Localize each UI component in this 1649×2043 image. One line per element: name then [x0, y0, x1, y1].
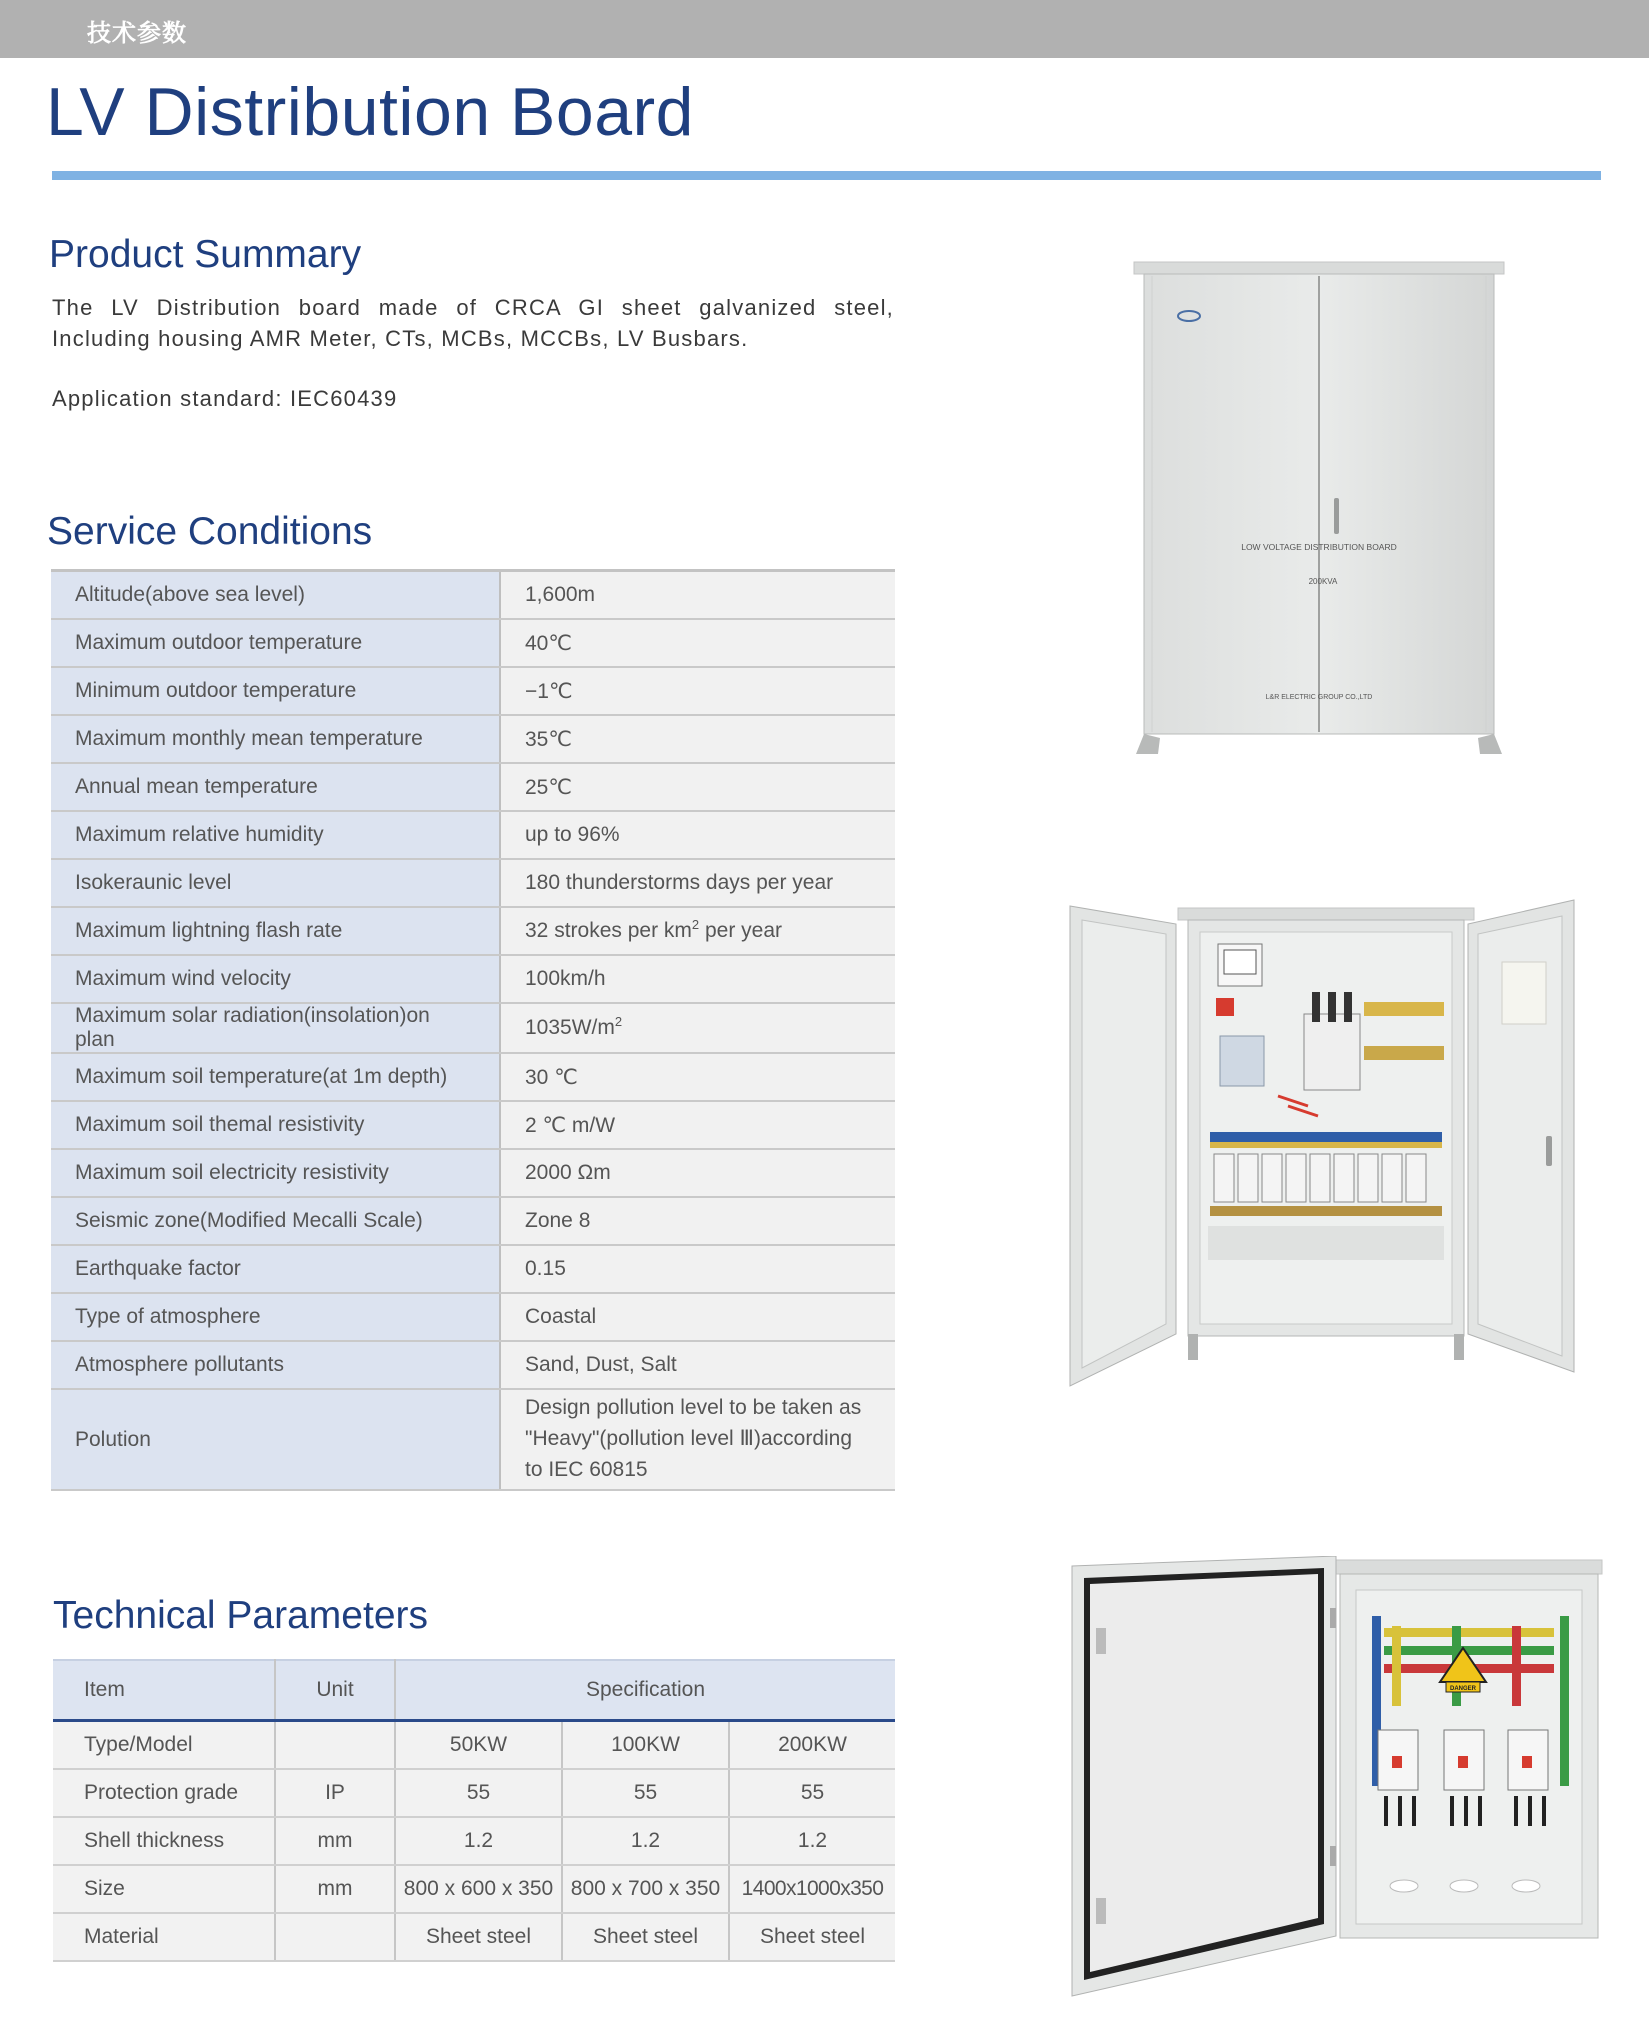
closed-distribution-board-photo [1130, 254, 1510, 764]
condition-value [500, 1389, 895, 1490]
condition-value-text: 40℃ [525, 631, 572, 655]
service-conditions-heading: Service Conditions [47, 510, 373, 553]
condition-label: Atmosphere pollutants [51, 1341, 500, 1389]
product-summary-text: The LV Distribution board made of CRCA GI sheet galvanized steel, Including housing AMR Meter, CTs, MCBs, MCCBs, LV Busbars. [52, 295, 894, 351]
parameter-unit: IP [275, 1769, 395, 1817]
condition-value-text: 100km/h [525, 967, 606, 990]
parameter-unit [275, 1913, 395, 1961]
condition-label: Minimum outdoor temperature [51, 667, 500, 715]
service-conditions-table [51, 569, 895, 1491]
service-condition-row [51, 811, 895, 859]
parameter-value: 50KW [395, 1721, 562, 1770]
condition-label: Seismic zone(Modified Mecalli Scale) [51, 1197, 500, 1245]
condition-value-text: 1035W/m [525, 1016, 615, 1039]
condition-value [500, 763, 895, 811]
condition-value-text: 1,600m [525, 583, 596, 606]
parameter-unit [275, 1721, 395, 1770]
condition-value-text: 32 strokes per km [525, 919, 692, 942]
title-divider [52, 171, 1601, 180]
parameter-value: 1.2 [395, 1817, 562, 1865]
condition-label: Maximum lightning flash rate [51, 907, 500, 955]
small-distribution-board-photo [1068, 1556, 1604, 2000]
parameter-value: 1.2 [729, 1817, 895, 1865]
condition-value [500, 1293, 895, 1341]
service-condition-row [51, 1341, 895, 1389]
condition-label: Maximum outdoor temperature [51, 619, 500, 667]
parameter-unit: mm [275, 1865, 395, 1913]
condition-label: Type of atmosphere [51, 1293, 500, 1341]
condition-value [500, 571, 895, 620]
parameter-value: 55 [562, 1769, 729, 1817]
condition-value-text: 0.15 [525, 1257, 566, 1280]
service-condition-row [51, 859, 895, 907]
parameter-value: Sheet steel [395, 1913, 562, 1961]
panel-label: LOW VOLTAGE DISTRIBUTION BOARD [1241, 542, 1397, 552]
parameter-value: Sheet steel [562, 1913, 729, 1961]
category-label: 技术参数 [87, 19, 187, 47]
condition-label: Polution [51, 1389, 500, 1490]
condition-value [500, 1197, 895, 1245]
parameter-value: 100KW [562, 1721, 729, 1770]
parameter-item: Material [53, 1913, 275, 1961]
service-condition-row [51, 1149, 895, 1197]
open-distribution-board-photo [1068, 896, 1576, 1396]
product-summary-heading: Product Summary [49, 233, 362, 276]
service-condition-row [51, 955, 895, 1003]
condition-label: Maximum monthly mean temperature [51, 715, 500, 763]
service-condition-row [51, 715, 895, 763]
condition-label: Isokeraunic level [51, 859, 500, 907]
parameter-item: Type/Model [53, 1721, 275, 1770]
panel-maker: L&R ELECTRIC GROUP CO.,LTD [1265, 694, 1373, 701]
header-item: Item [53, 1660, 275, 1721]
condition-value-text: 30 ℃ [525, 1065, 578, 1089]
service-condition-row [51, 1003, 895, 1053]
condition-label: Maximum relative humidity [51, 811, 500, 859]
condition-value-suffix: per year [699, 919, 783, 942]
parameter-row [53, 1817, 895, 1865]
condition-value [500, 811, 895, 859]
service-condition-row [51, 667, 895, 715]
parameter-row [53, 1769, 895, 1817]
condition-value [500, 1149, 895, 1197]
header-unit: Unit [275, 1660, 395, 1721]
parameter-unit: mm [275, 1817, 395, 1865]
condition-value-text: up to 96% [525, 823, 620, 846]
parameter-value: 1400x1000x350 [729, 1865, 895, 1913]
parameter-value: 200KW [729, 1721, 895, 1770]
service-condition-row [51, 1293, 895, 1341]
technical-parameters-heading: Technical Parameters [53, 1594, 428, 1637]
parameter-row [53, 1865, 895, 1913]
condition-value [500, 667, 895, 715]
condition-value [500, 955, 895, 1003]
top-bar [0, 0, 1649, 58]
service-condition-row [51, 1389, 895, 1490]
condition-label: Annual mean temperature [51, 763, 500, 811]
page-title: LV Distribution Board [46, 74, 694, 150]
condition-value-text: Coastal [525, 1305, 597, 1328]
condition-label: Maximum wind velocity [51, 955, 500, 1003]
parameter-value: 55 [395, 1769, 562, 1817]
condition-value-line: "Heavy"(pollution level Ⅲ)according [525, 1427, 853, 1450]
service-condition-row [51, 1101, 895, 1149]
parameter-item: Protection grade [53, 1769, 275, 1817]
condition-value [500, 1341, 895, 1389]
header-specification: Specification [395, 1660, 895, 1721]
service-condition-row [51, 571, 895, 620]
condition-label: Maximum solar radiation(insolation)on plan [51, 1003, 500, 1053]
unit-superscript: 2 [691, 917, 700, 932]
service-condition-row [51, 763, 895, 811]
condition-label: Maximum soil electricity resistivity [51, 1149, 500, 1197]
parameter-value: 55 [729, 1769, 895, 1817]
danger-sign: DANGER [1449, 1686, 1477, 1692]
parameter-value: 800 x 600 x 350 [395, 1865, 562, 1913]
panel-rating: 200KVA [1308, 577, 1338, 586]
condition-label: Earthquake factor [51, 1245, 500, 1293]
parameter-value: 800 x 700 x 350 [562, 1865, 729, 1913]
parameter-item: Size [53, 1865, 275, 1913]
condition-value [500, 1003, 895, 1053]
condition-value-text: Sand, Dust, Salt [525, 1353, 677, 1376]
service-condition-row [51, 1053, 895, 1101]
unit-superscript: 2 [614, 1014, 623, 1029]
application-standard: Application standard: IEC60439 [52, 386, 398, 411]
condition-value-text: Zone 8 [525, 1209, 591, 1232]
service-condition-row [51, 619, 895, 667]
condition-value-text: 180 thunderstorms days per year [525, 871, 834, 894]
condition-value-text: 2000 Ωm [525, 1161, 611, 1184]
condition-value [500, 1053, 895, 1101]
technical-parameters-table [53, 1659, 895, 1962]
parameter-row [53, 1721, 895, 1770]
condition-value [500, 859, 895, 907]
parameter-item: Shell thickness [53, 1817, 275, 1865]
condition-value-text: 25℃ [525, 775, 572, 799]
table-header-row [53, 1660, 895, 1721]
condition-value-line: Design pollution level to be taken as [525, 1396, 862, 1419]
parameter-value: 1.2 [562, 1817, 729, 1865]
condition-value [500, 715, 895, 763]
condition-label: Maximum soil temperature(at 1m depth) [51, 1053, 500, 1101]
condition-value-text: 2 ℃ m/W [525, 1113, 616, 1137]
condition-value-text: 35℃ [525, 727, 572, 751]
parameter-value: Sheet steel [729, 1913, 895, 1961]
condition-value-text: −1℃ [525, 679, 573, 703]
condition-label: Maximum soil themal resistivity [51, 1101, 500, 1149]
condition-value [500, 1245, 895, 1293]
service-condition-row [51, 907, 895, 955]
service-condition-row [51, 1197, 895, 1245]
service-condition-row [51, 1245, 895, 1293]
condition-value-line: to IEC 60815 [525, 1458, 648, 1481]
condition-label: Altitude(above sea level) [51, 571, 500, 620]
parameter-row [53, 1913, 895, 1961]
condition-value [500, 907, 895, 955]
condition-value [500, 619, 895, 667]
condition-value [500, 1101, 895, 1149]
